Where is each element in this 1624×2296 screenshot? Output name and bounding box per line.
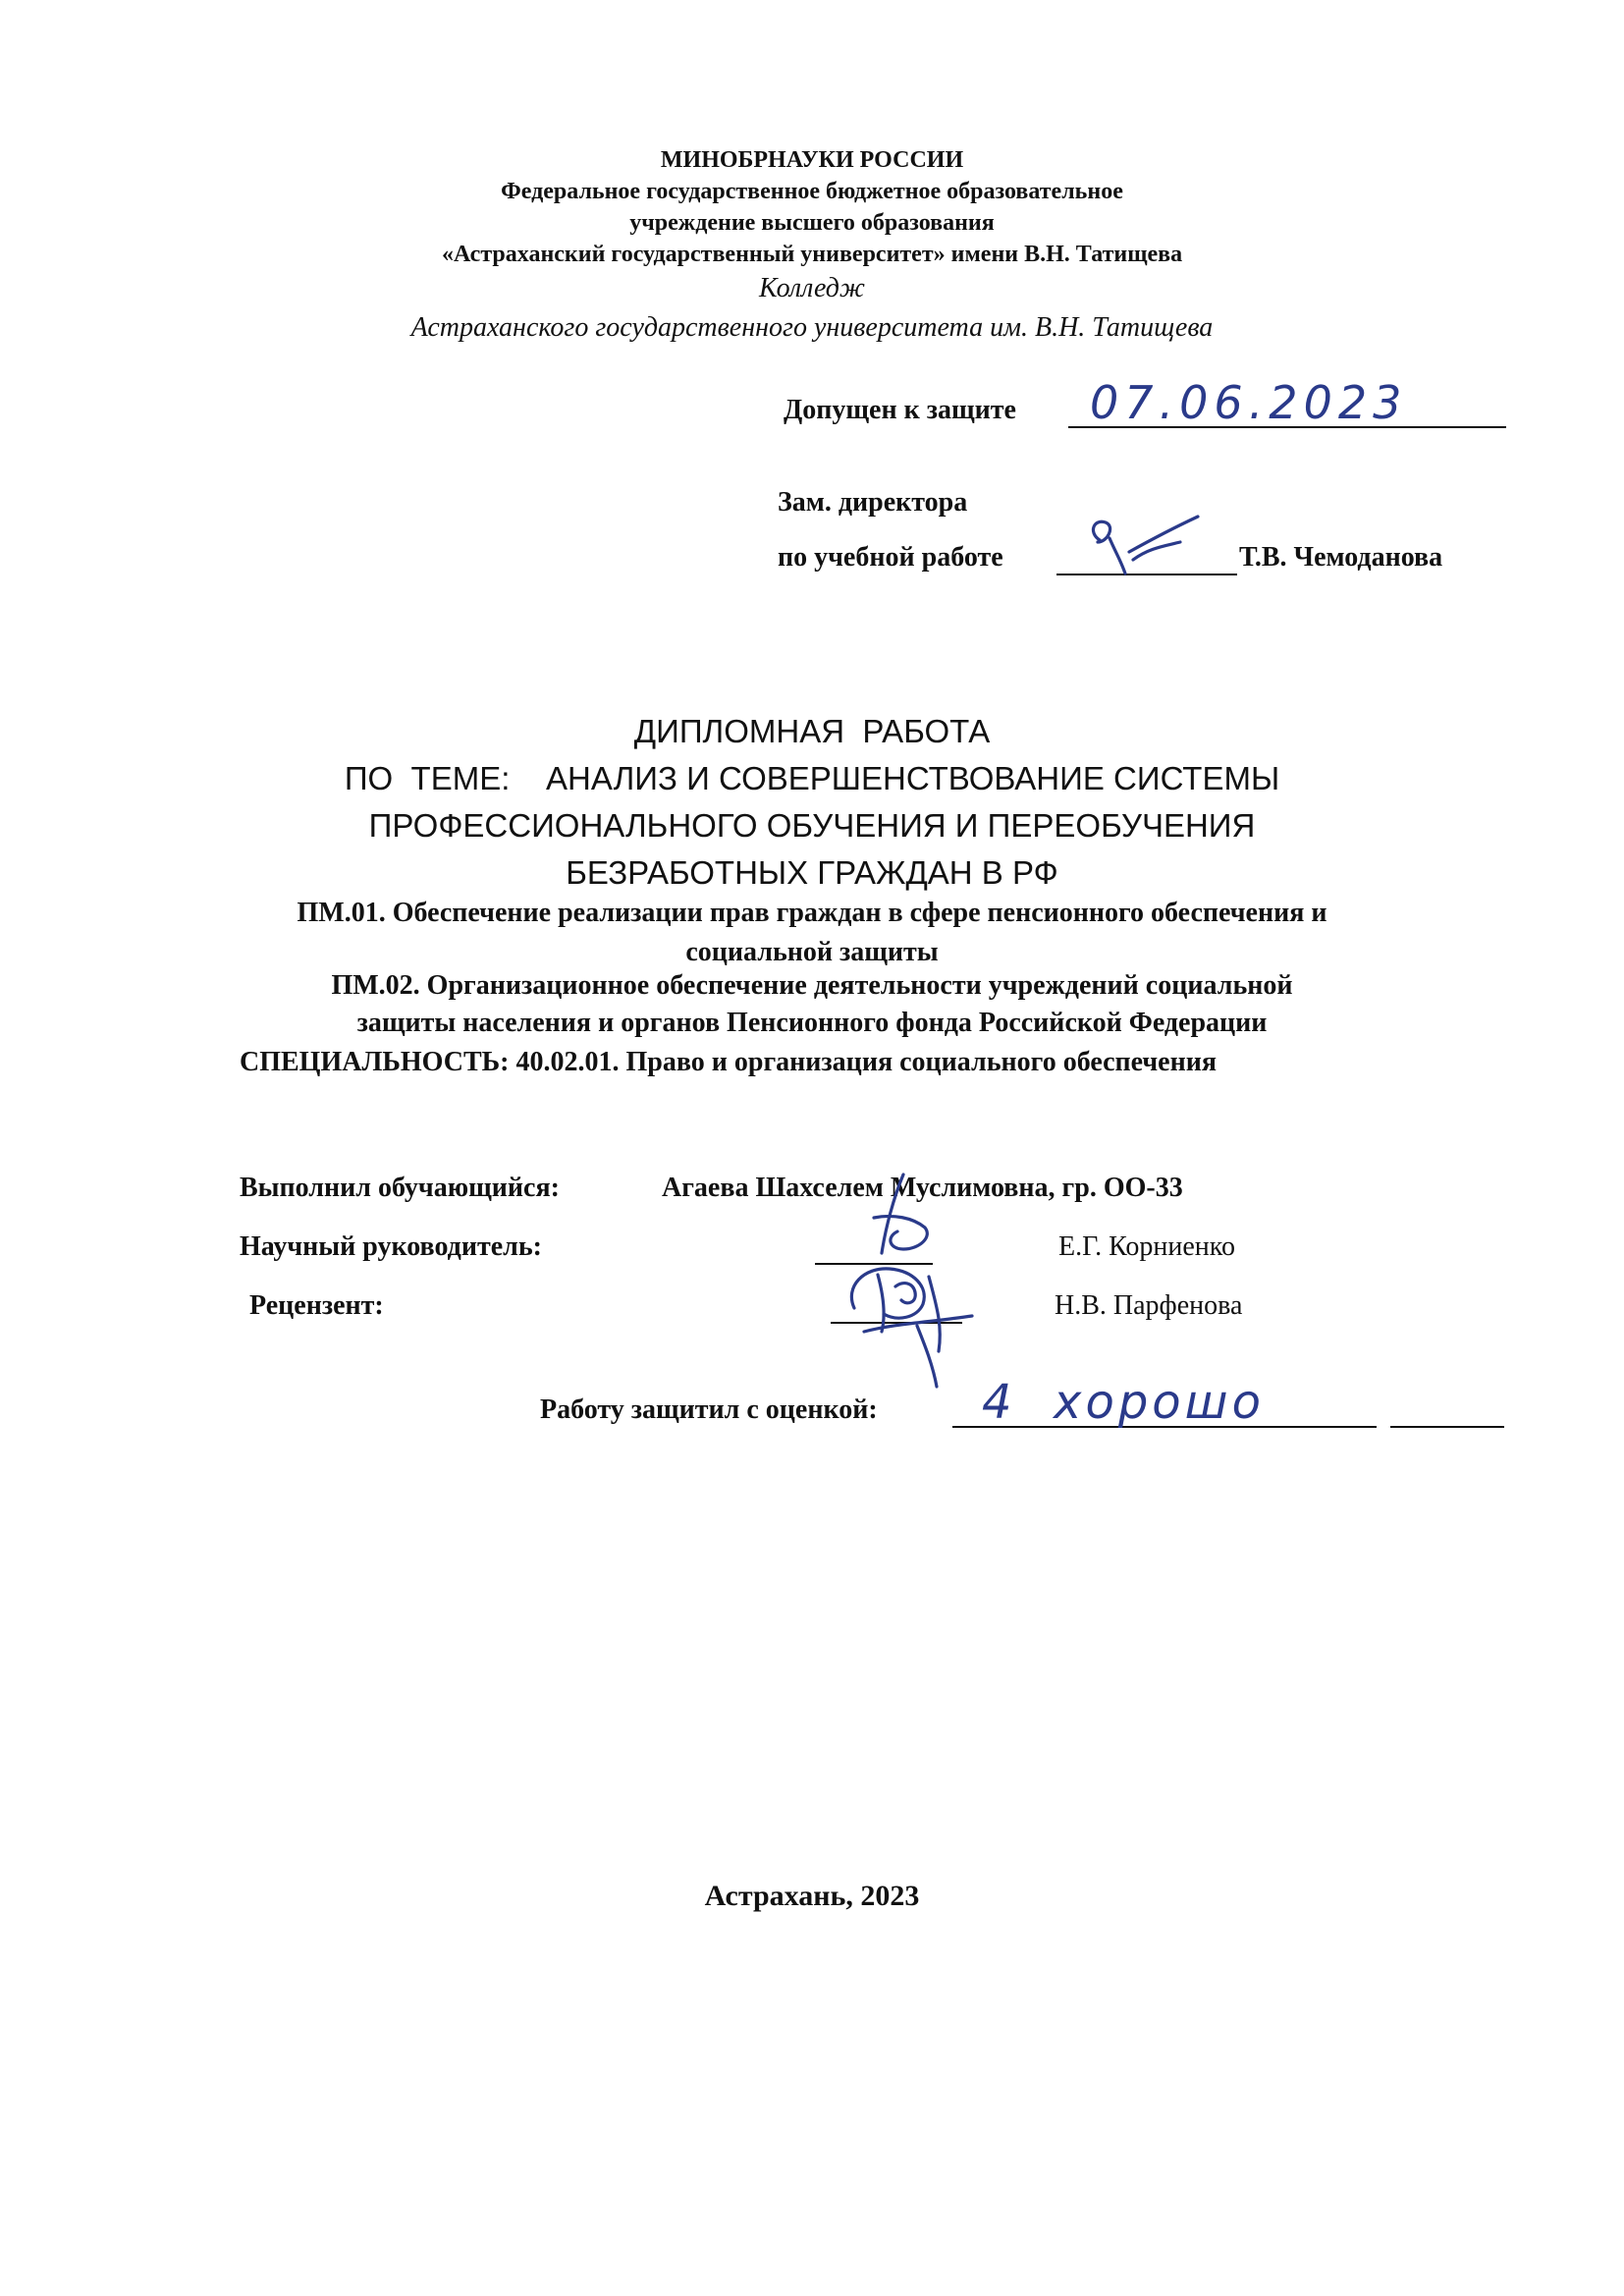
institution-line-3: «Астраханский государственный университет» имени В.Н. Татищева [441, 242, 1183, 267]
supervisor-label: Научный руководитель: [240, 1231, 542, 1262]
grade-handwritten-text: 4 хорошо [982, 1375, 1265, 1430]
ministry-name: МИНОБРНАУКИ РОССИИ [660, 147, 964, 173]
city-year: Астрахань, 2023 [704, 1880, 920, 1912]
institution-line-1: Федеральное государственное бюджетное образовательное [501, 179, 1123, 204]
admitted-date-text: 07.06.2023 [1090, 376, 1408, 429]
admitted-date-handwriting [1080, 371, 1492, 430]
supervisor-reviewer-signature [835, 1159, 992, 1394]
reviewer-label: Рецензент: [249, 1290, 384, 1321]
pm02-line-1: ПМ.02. Организационное обеспечение деятельности учреждений социальной [331, 970, 1293, 1001]
pm02-line-2: защиты населения и органов Пенсионного фонда Российской Федерации [356, 1008, 1268, 1038]
supervisor-name: Е.Г. Корниенко [1058, 1231, 1235, 1262]
college-line-1: Колледж [759, 273, 865, 303]
topic-line-1: ПО ТЕМЕ: АНАЛИЗ И СОВЕРШЕНСТВОВАНИЕ СИСТЕМЫ [344, 760, 1280, 796]
grade-handwriting [972, 1363, 1326, 1442]
grade-extra-line [1390, 1426, 1504, 1428]
topic-line-2: ПРОФЕССИОНАЛЬНОГО ОБУЧЕНИЯ И ПЕРЕОБУЧЕНИЯ [368, 807, 1256, 844]
deputy-name: Т.В. Чемоданова [1239, 542, 1443, 573]
student-label: Выполнил обучающийся: [240, 1173, 560, 1203]
deputy-signature [1070, 503, 1218, 581]
grade-label: Работу защитил с оценкой: [540, 1394, 878, 1425]
deputy-label: Зам. директора [778, 487, 968, 518]
student-name: Агаева Шахселем Муслимовна, гр. ОО-33 [662, 1173, 1183, 1203]
work-type-title: ДИПЛОМНАЯ РАБОТА [633, 713, 991, 749]
academic-work-label: по учебной работе [778, 542, 1003, 573]
pm01-line-2: социальной защиты [685, 937, 939, 967]
pm01-line-1: ПМ.01. Обеспечение реализации прав граждан в сфере пенсионного обеспечения и [297, 898, 1327, 928]
institution-line-2: учреждение высшего образования [629, 210, 995, 236]
reviewer-name: Н.В. Парфенова [1055, 1290, 1243, 1321]
admitted-label: Допущен к защите [784, 395, 1016, 425]
college-line-2: Астраханского государственного университета им. В.Н. Татищева [410, 312, 1214, 343]
topic-line-3: БЕЗРАБОТНЫХ ГРАЖДАН В РФ [566, 854, 1058, 891]
specialty: СПЕЦИАЛЬНОСТЬ: 40.02.01. Право и организация социального обеспечения [240, 1047, 1218, 1077]
